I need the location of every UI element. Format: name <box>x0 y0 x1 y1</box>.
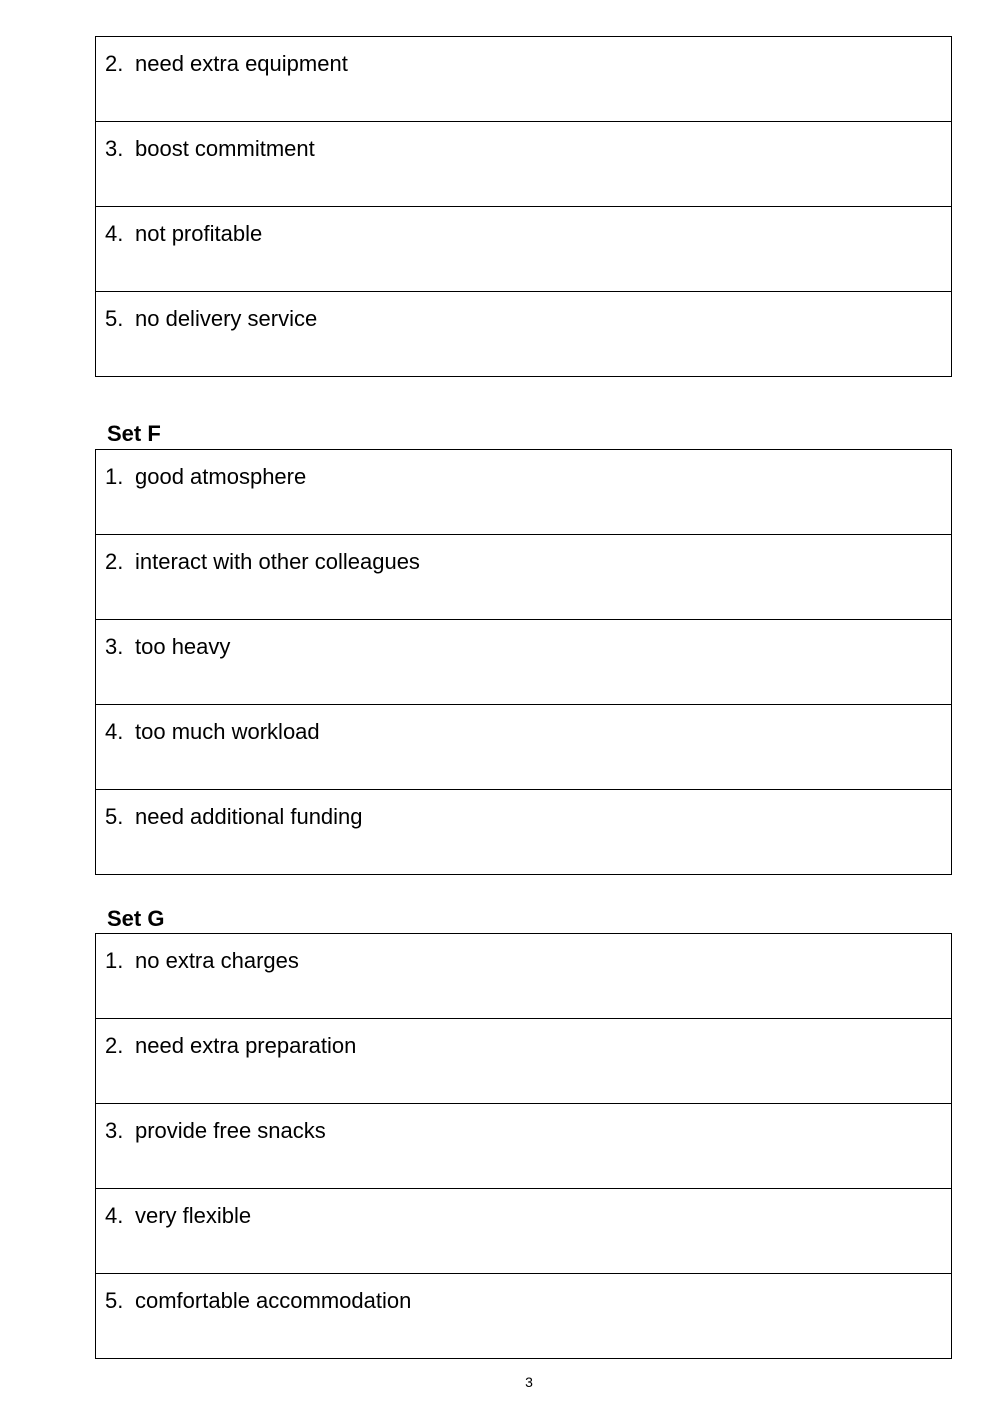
item-number: 2. <box>105 1033 124 1058</box>
list-item <box>96 1019 952 1104</box>
list-item <box>96 934 952 1019</box>
set-f-table <box>95 449 952 875</box>
list-item <box>96 207 952 292</box>
item-number: 2. <box>105 549 124 574</box>
item-text: interact with other colleagues <box>135 549 420 574</box>
table-row <box>96 790 952 875</box>
set-f-heading: Set F <box>107 421 161 446</box>
table-row <box>96 1189 952 1274</box>
item-number: 5. <box>105 1288 124 1313</box>
list-item <box>96 1274 952 1359</box>
table-row <box>96 122 952 207</box>
table-row <box>96 450 952 535</box>
list-item <box>96 705 952 790</box>
table-row <box>96 620 952 705</box>
item-text: need additional funding <box>135 804 363 829</box>
item-text: provide free snacks <box>135 1118 326 1143</box>
list-item <box>96 620 952 705</box>
item-text: need extra equipment <box>135 51 348 76</box>
list-item <box>96 535 952 620</box>
list-item <box>96 1104 952 1189</box>
list-item <box>96 790 952 875</box>
item-text: need extra preparation <box>135 1033 357 1058</box>
item-number: 2. <box>105 51 124 76</box>
table-row <box>96 207 952 292</box>
item-number: 5. <box>105 306 124 331</box>
item-number: 3. <box>105 1118 124 1143</box>
item-text: too much workload <box>135 719 320 744</box>
table-row <box>96 705 952 790</box>
item-number: 4. <box>105 1203 124 1228</box>
table-row <box>96 37 952 122</box>
item-text: no delivery service <box>135 306 318 331</box>
set-g-heading: Set G <box>107 906 165 931</box>
list-item <box>96 292 952 377</box>
page-number: 3 <box>525 1374 533 1390</box>
table-row <box>96 535 952 620</box>
item-number: 4. <box>105 221 124 246</box>
item-number: 4. <box>105 719 124 744</box>
item-number: 1. <box>105 948 124 973</box>
item-text: very flexible <box>135 1203 252 1228</box>
set-g-table <box>95 933 952 1359</box>
list-item <box>96 122 952 207</box>
table-row <box>96 1019 952 1104</box>
list-item <box>96 450 952 535</box>
item-text: no extra charges <box>135 948 299 973</box>
item-number: 1. <box>105 464 124 489</box>
table-row <box>96 1274 952 1359</box>
item-text: boost commitment <box>135 136 315 161</box>
set-e-table <box>95 36 952 377</box>
item-text: good atmosphere <box>135 464 307 489</box>
item-number: 3. <box>105 136 124 161</box>
list-item <box>96 1189 952 1274</box>
item-text: not profitable <box>135 221 263 246</box>
item-text: too heavy <box>135 634 231 659</box>
table-row <box>96 1104 952 1189</box>
item-number: 5. <box>105 804 124 829</box>
table-row <box>96 934 952 1019</box>
table-row <box>96 292 952 377</box>
item-text: comfortable accommodation <box>135 1288 412 1313</box>
item-number: 3. <box>105 634 124 659</box>
list-item <box>96 37 952 122</box>
